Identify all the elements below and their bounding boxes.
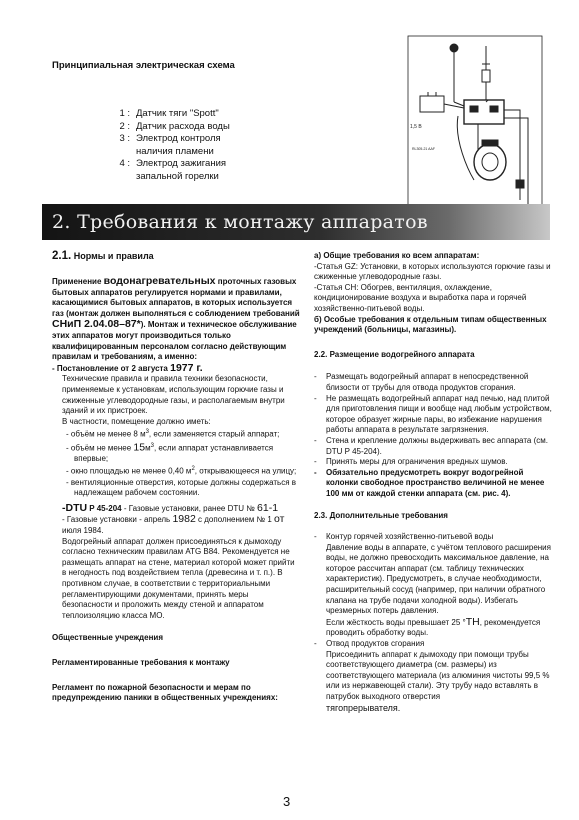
room-item: - объём не менее 8 $м^3$, если заменяется старый аппарат; [66,429,280,439]
dtu-p45: -DTU P 45-204 - Газовые установки, ранее DTU № 61-1 [62,501,279,514]
special-requirements-heading: б) Особые требования к отдельным типам общественных учреждений (больницы, магазины). [314,314,547,335]
decree-text: Технические правила и правила техники безопасности, применяемые к установкам, использующим горючие газы и сжиженные углеводородные газы, и располагаемым внутри зданий и их пристроек. [62,374,285,416]
vent-paragraph: Водогрейный аппарат должен присоединяться к дымоходу согласно техническим правилам ATG B84. Рекомендуется не размещать аппарат на стене, материал которой может прийти в негодность под воздействием тепла (древесина и т. п.). В противном случае, в соответствии с территориальными регламентирующими документами, принять меры безопасности и проложить между стеной и аппаратом теплоизоляцию класса МО. [62,536,295,620]
article-gz: -Статья GZ: Установки, в которых используются горючие газы и сжиженные углеводородные газы. [314,261,551,282]
flue-text: Присоединить аппарат к дымоходу при помощи трубы соответствующего диаметра (см. размеры) из соответствующего материала (из алюминия чистоты 99,5 % или из нержавеющей стали). Эту трубу надо вставлять в патрубок выходного отверстия [326,649,550,701]
diagram-voltage-label: 1,5 В [410,124,422,130]
page-number: 3 [283,794,291,809]
flue-heading: - Отвод продуктов сгорания [314,639,425,648]
hard-water-text: Если жёсткость воды превышает 25 °ТН, рекомендуется проводить обработку воды. [326,615,541,638]
circuit-heading: - Контур горячей хозяйственно-питьевой воды [314,532,494,542]
article-ch: -Статья CH: Обогрев, вентиляция, охлаждение, кондиционирование воздуха и выработка пара и горячей хозяйственно-питьевой воды. [314,282,527,313]
section-2-2-heading: 2.2. Размещение водогрейного аппарата [314,349,475,359]
circuit-text: Давление воды в аппарате, с учётом теплового расширения воды, не должно превосходить максимальное давление, на которое рассчитан аппарат (см. таблицу технических характеристик). Предусмотреть, в случае необходимости, расширительный сосуд (например, при наличии обратного клапана на трубе подачи холодной воды). Избегать чрезмерных потерь давления. [326,542,551,616]
section-banner: 2. Требования к монтажу аппаратов [42,204,550,240]
room-item: - вентиляционные отверстия, которые должны содержаться в надлежащем рабочем состоянии. [66,477,297,498]
general-requirements-heading: а) Общие требования ко всем аппаратам: [314,251,480,260]
fire-heading: Регламент по пожарной безопасности и мерам по предупреждению паники в общественных учреждениях: [52,682,278,703]
dtu-gas: - Газовые установки - апрель 1982 с дополнением № 1 от июля 1984. [62,513,285,536]
room-intro: В частности, помещение должно иметь: [62,416,211,426]
legend-item: 1 : Датчик тяги "Spott" [119,108,219,119]
left-column-text [52,276,300,704]
placement-item: - Не размещать водогрейный аппарат над печью, над плитой для приготовления пищи и вообще над любым устройством, которое образует жирные пары, во избежание нарушения работы аппарата в результате загрязнения. [314,393,552,435]
legend-item: 2 : Датчик расхода воды [119,120,230,132]
schema-title: Принципиальная электрическая схема [52,60,235,71]
section-2-3-heading: 2.3. Дополнительные требования [314,511,448,521]
placement-item: - Принять меры для ограничения вредных шумов. [314,457,508,467]
flue-text-end: тягопрерывателя. [326,702,401,713]
decree-heading: - Постановление от 2 августа 1977 г. [52,361,203,374]
right-column-text [314,251,554,713]
wiring-diagram [398,30,548,230]
diagram-part-label: RL305-21 AAF [412,147,435,151]
reglament-heading: Регламентированные требования к монтажу [52,657,230,667]
public-heading: Общественные учреждения [52,633,163,643]
section-2-1-heading: 2.1. Нормы и правила [52,250,154,262]
room-item: - объём не менее $15м^3$, если аппарат устанавливается впервые; [66,441,274,463]
legend-item: 3 : Электрод контроля [119,133,221,144]
placement-item-bold: - Обязательно предусмотреть вокруг водогрейной колонки свободное пространство величиной не менее 100 мм от каждой стенки аппарата (см. рис. 4). [314,467,545,498]
schema-legend: 1 : Датчик тяги "Spott" 2 : Датчик расхода воды 3 : Электрод контроля наличия пламени 4 : Электрод зажигания запальной горелки [108,108,308,183]
room-item: - окно площадью не менее 0,40 $м^2$, открывающееся на улицу; [66,466,297,477]
legend-item: 4 : Электрод зажигания [119,158,227,169]
placement-item: - Стена и крепление должны выдерживать вес аппарата (см. DTU P 45-204). [314,435,548,456]
intro-paragraph: Применение водонагревательных проточных газовых бытовых аппаратов регулируется нормами и правилами, касающимися бытовых аппаратов, в которых используется газ (монтаж должен выполняться с соблюдением требований СНиП 2.04.08–87*). Монтаж и техническое обслуживание этих аппаратов могут производиться только квалифицированным персоналом согласно действующим правилам и требованиям, а именно: [52,275,300,362]
placement-item: - Размещать водогрейный аппарат в непосредственной близости от трубы для отвода продуктов сгорания. [314,372,529,392]
